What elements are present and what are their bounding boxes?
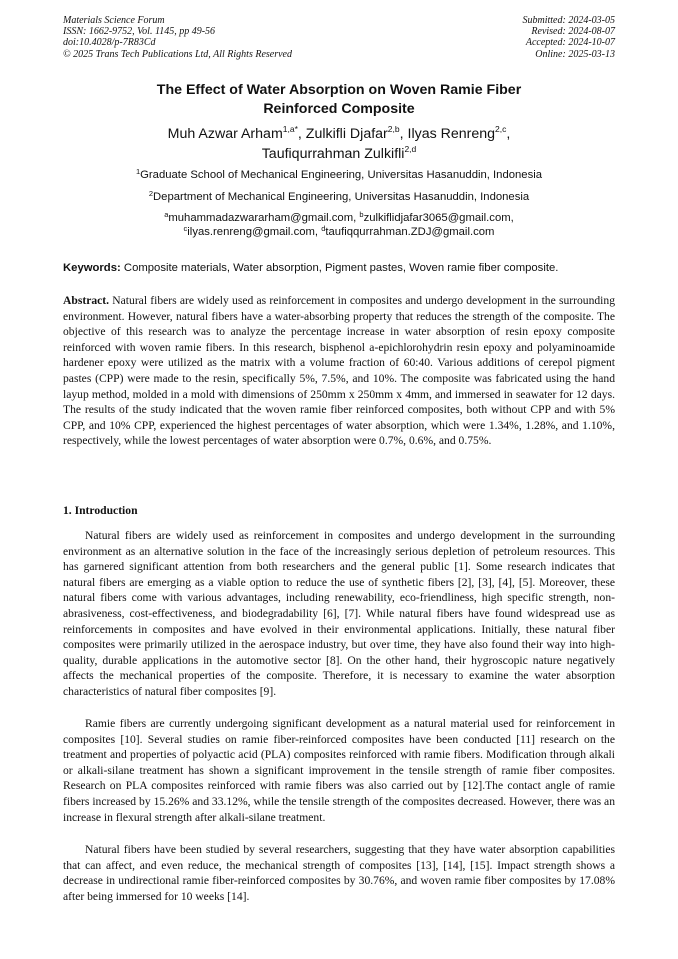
abstract	[63, 293, 615, 449]
keywords-text: Composite materials, Water absorption, Pigment pastes, Woven ramie fiber composite.	[123, 262, 559, 274]
intro-paragraph-1: Natural fibers are widely used as reinforcement in composites and undergo development in the surrounding environment as an alternative solution in the face of the increasingly serious depletion of petroleum resources. This has garnered significant attention from both researchers and the general public [1]. Some research indicates that natural fibers are emerging as a viable option to reduce the use of synthetic fibers [2], [3], [4], [5]. Moreover, these natural fibers come with various advantages, including renewability, eco-friendliness, high specific strength, non-abrasiveness, cost-effectiveness, and biodegradability [6], [7]. While natural fibers have found widespread use as reinforcements in composites and have evolved in their environmental applications. Initially, these natural fiber composites were primarily utilized in the aerospace industry, but over time, they have also found their way into high-quality, durable applications in the automotive sector [8]. On the other hand, their hygroscopic nature negatively affects the mechanical properties of the composite. Therefore, it is necessary to examine the water absorption characteristics of natural fiber composites [9].	[63, 529, 615, 698]
publication-dates	[523, 15, 616, 60]
journal-issn: ISSN: 1662-9752, Vol. 1145, pp 49-56	[63, 26, 216, 38]
author-name: Muh Azwar Arham	[167, 126, 283, 142]
intro-paragraph-2: Ramie fibers are currently undergoing significant development as a natural material used for reinforcement in composites [10]. Several studies on ramie fiber-reinforced composites have been conducted [11] research on the treatment and properties of polyactic acid (PLA) composites reinforced with ramie fibers. Modification through alkali or alkali-silane treatment has shown a significant improvement in the tensile strength of ramie fiber composites. Research on PLA composites reinforced with ramie fibers was also carried out by [12].The contact angle of ramie fibers increased by 15.26% and 33.12%, while the tensile strength of the composites decreased. However, there was an increase in flexural strength after alkali-silane treatment.	[63, 717, 615, 824]
author-list: Muh Azwar Arham$^{1,a*}$, Zulkifli Djafar$^{2,b}$, Ilyas Renreng$^{2,c}$, Taufiqurrahman Zulkifli$^{2,d}$	[167, 124, 511, 162]
affiliation-text: Graduate School of Mechanical Engineering, Universitas Hasanuddin, Indonesia	[140, 169, 543, 181]
author-affiliation-mark: 2,c	[495, 124, 507, 134]
journal-doi: doi:10.4028/p-7R83Cd	[63, 37, 156, 49]
author-emails: $^a$muhammadazwararham@gmail.com, $^b$zulkiflidjafar3065@gmail.com, $^c$ilyas.renreng@gmail.com, $^d$taufiqqurrahman.ZDJ@gmail.com	[164, 210, 514, 238]
title-line-2: Reinforced Composite	[263, 101, 415, 117]
affiliation-mark: 1	[135, 167, 141, 176]
paper-title	[63, 81, 615, 119]
author-name: Zulkifli Djafar	[305, 126, 388, 142]
email-address[interactable]: muhammadazwararham@gmail.com	[168, 212, 354, 224]
email-address[interactable]: zulkiflidjafar3065@gmail.com	[363, 212, 511, 224]
author-affiliation-mark: 2,d	[404, 144, 417, 154]
keywords-label: Keywords:	[63, 262, 121, 274]
title-line-1: The Effect of Water Absorption on Woven Ramie Fiber	[156, 82, 522, 98]
abstract-text: Natural fibers are widely used as reinforcement in composites and undergo development in the surrounding environment. However, natural fibers have a water-absorbing property that reduces the strength of the composite. The objective of this research was to analyze the percentage increase in water absorption of resin epoxy composite reinforced with woven ramie fibers. In this research, bisphenol a-epichlorohydrin resin epoxy and polyaminoamide hardener epoxy were utilized as the matrix with a volume fraction of 60:40. Various additions of cerepol pigment pastes (CPP) were made to the resin, specifically 5%, 7.5%, and 10%. The composite was fabricated using the hand layup method, molded in a mold with dimensions of 250mm x 250mm x 4mm, and immersed in seawater for 12 days. The results of the study indicated that the woven ramie fiber reinforced composites, both without CPP and with 5% CPP, and 10% CPP, experienced the highest percentages of water absorption, which were 1.34%, 1.28%, and 1.10%, respectively, while the lowest percentages of water absorption were 0.7%, 0.6%, and 0.75%.	[63, 294, 615, 448]
section-heading-introduction: 1. Introduction	[63, 504, 138, 517]
email-address[interactable]: ilyas.renreng@gmail.com	[187, 226, 315, 238]
email-mark: c	[183, 224, 188, 233]
journal-name: Materials Science Forum	[63, 15, 165, 26]
author-name: Ilyas Renreng	[407, 126, 496, 142]
revised-date: Revised: 2024-08-07	[531, 26, 615, 38]
author-affiliation-mark: 2,b	[387, 124, 400, 134]
keywords	[63, 261, 615, 275]
intro-paragraph-3: Natural fibers have been studied by several researchers, suggesting that they have water absorption capabilities that can affect, and even reduce, the mechanical strength of composites [13], [14], [15]. Impact strength shows a decrease in undirectional ramie fiber-reinforced composites by 30.76%, and woven ramie fiber composites by 17.08% after being immersed for 10 weeks [14].	[63, 843, 615, 903]
affiliation-mark: 2	[148, 189, 153, 198]
email-mark: a	[164, 210, 169, 219]
journal-info	[63, 15, 292, 60]
submitted-date: Submitted: 2024-03-05	[522, 15, 615, 26]
author-affiliation-mark: 1,a*	[282, 124, 298, 134]
email-address[interactable]: taufiqqurrahman.ZDJ@gmail.com	[325, 226, 495, 238]
online-date: Online: 2025-03-13	[535, 48, 615, 60]
affiliation-2	[63, 190, 615, 204]
email-mark: b	[359, 210, 364, 219]
email-mark: d	[321, 224, 326, 233]
affiliation-1	[63, 168, 615, 182]
affiliation-text: Department of Mechanical Engineering, Universitas Hasanuddin, Indonesia	[153, 191, 530, 203]
author-name: Taufiqurrahman Zulkifli	[261, 146, 405, 162]
abstract-label: Abstract.	[63, 294, 110, 307]
accepted-date: Accepted: 2024-10-07	[525, 37, 615, 49]
copyright-notice: © 2025 Trans Tech Publications Ltd, All Rights Reserved	[63, 48, 292, 60]
